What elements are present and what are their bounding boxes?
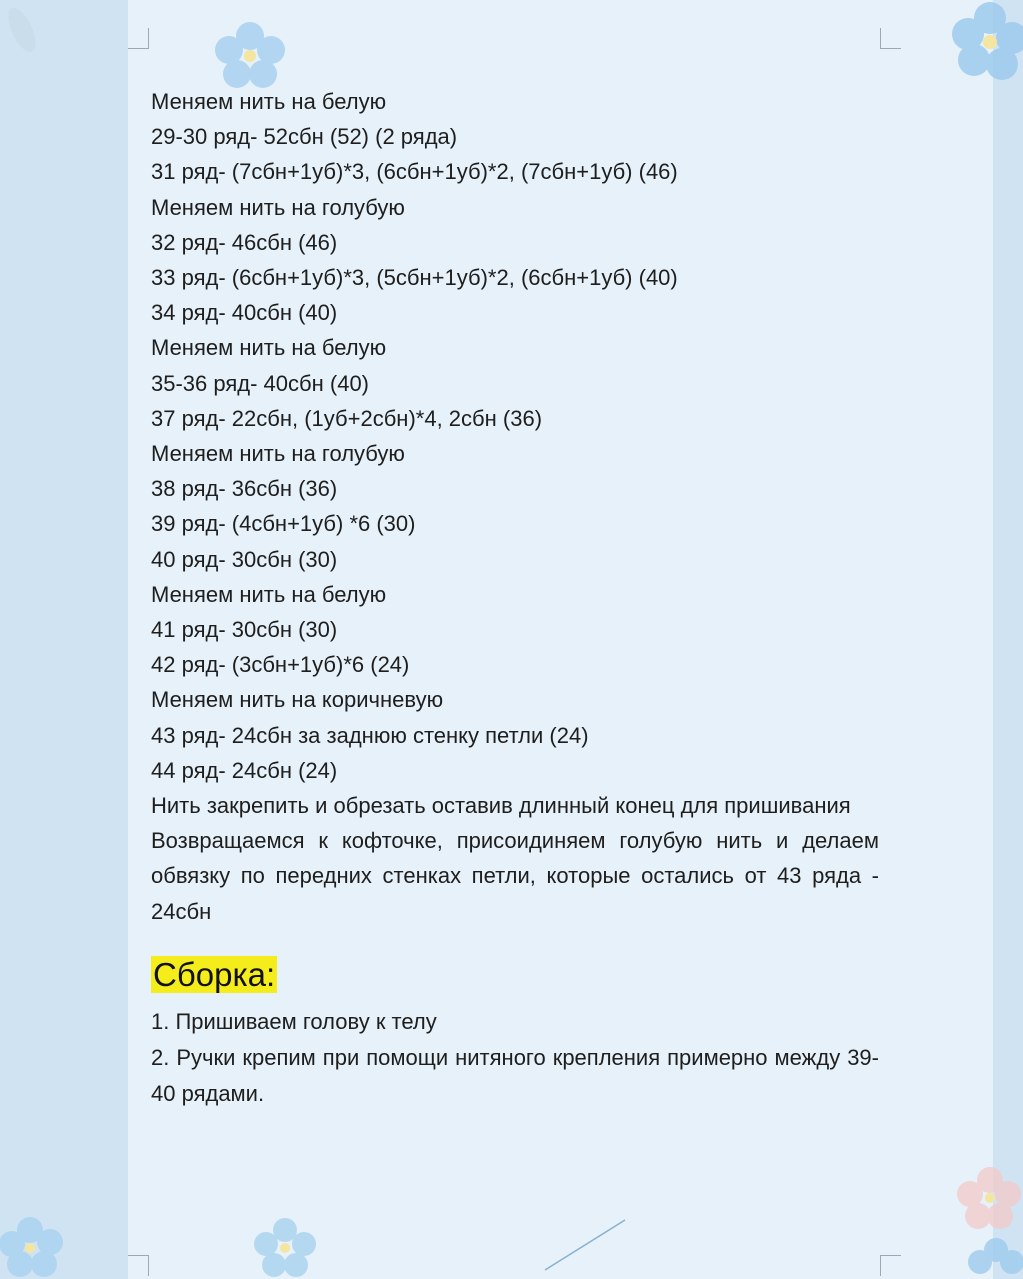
forget-me-not-flower-icon bbox=[0, 1150, 70, 1279]
pattern-row: 41 ряд- 30сбн (30) bbox=[151, 617, 338, 643]
leaf-icon bbox=[0, 0, 60, 70]
right-border bbox=[993, 0, 1023, 1279]
pattern-row: Меняем нить на голубую bbox=[151, 441, 405, 467]
finish-paragraph: Нить закрепить и обрезать оставив длинный конец для пришивания bbox=[151, 793, 851, 819]
pattern-row: 34 ряд- 40сбн (40) bbox=[151, 300, 338, 326]
assembly-step: 2. Ручки крепим при помощи нитяного крепления примерно между 39-40 рядами. bbox=[151, 1044, 879, 1106]
crop-mark-top-left bbox=[128, 28, 149, 49]
forget-me-not-flower-icon bbox=[250, 1210, 320, 1279]
left-border bbox=[0, 0, 128, 1279]
forget-me-not-flower-icon bbox=[950, 1150, 1023, 1279]
crop-mark-bottom-left bbox=[128, 1255, 149, 1276]
assembly-heading-row bbox=[151, 956, 879, 998]
pattern-row: 37 ряд- 22сбн, (1уб+2сбн)*4, 2сбн (36) bbox=[151, 405, 543, 431]
pattern-text bbox=[151, 84, 879, 1112]
assembly-steps bbox=[151, 1004, 879, 1112]
pattern-row: 43 ряд- 24сбн за заднюю стенку петли (24) bbox=[151, 722, 589, 748]
pattern-row: 29-30 ряд- 52сбн (52) (2 ряда) bbox=[151, 124, 458, 150]
pattern-row: 44 ряд- 24сбн (24) bbox=[151, 757, 338, 783]
pattern-row: Меняем нить на белую bbox=[151, 335, 387, 361]
pattern-row: 42 ряд- (3сбн+1уб)*6 (24) bbox=[151, 652, 410, 678]
pattern-row: 40 ряд- 30сбн (30) bbox=[151, 546, 338, 572]
pattern-row: Меняем нить на белую bbox=[151, 89, 387, 114]
pattern-row: 38 ряд- 36сбн (36) bbox=[151, 476, 338, 502]
pattern-rows bbox=[151, 84, 879, 788]
assembly-heading: Сборка: bbox=[153, 955, 276, 993]
pattern-row: 32 ряд- 46сбн (46) bbox=[151, 229, 338, 255]
assembly-step: 1. Пришиваем голову к телу bbox=[151, 1008, 437, 1034]
crop-mark-bottom-right bbox=[880, 1255, 901, 1276]
leaf-icon bbox=[540, 1215, 630, 1275]
pattern-row: 39 ряд- (4сбн+1уб) *6 (30) bbox=[151, 511, 416, 537]
crop-mark-top-right bbox=[880, 28, 901, 49]
pattern-row: 35-36 ряд- 40сбн (40) bbox=[151, 370, 370, 396]
pattern-row: 31 ряд- (7сбн+1уб)*3, (6сбн+1уб)*2, (7сбн+1уб) (46) bbox=[151, 159, 678, 185]
pattern-row: 33 ряд- (6сбн+1уб)*3, (5сбн+1уб)*2, (6сбн+1уб) (40) bbox=[151, 265, 678, 291]
pattern-row: Меняем нить на голубую bbox=[151, 194, 405, 220]
forget-me-not-flower-icon bbox=[205, 14, 295, 94]
pattern-row: Меняем нить на белую bbox=[151, 581, 387, 607]
edging-paragraph: Возвращаемся к кофточке, присоидиняем голубую нить и делаем обвязку по передних стенках петли, которые остались от 43 ряда - 24сбн bbox=[151, 828, 879, 924]
pattern-row: Меняем нить на коричневую bbox=[151, 687, 444, 713]
forget-me-not-flower-icon bbox=[950, 0, 1023, 120]
